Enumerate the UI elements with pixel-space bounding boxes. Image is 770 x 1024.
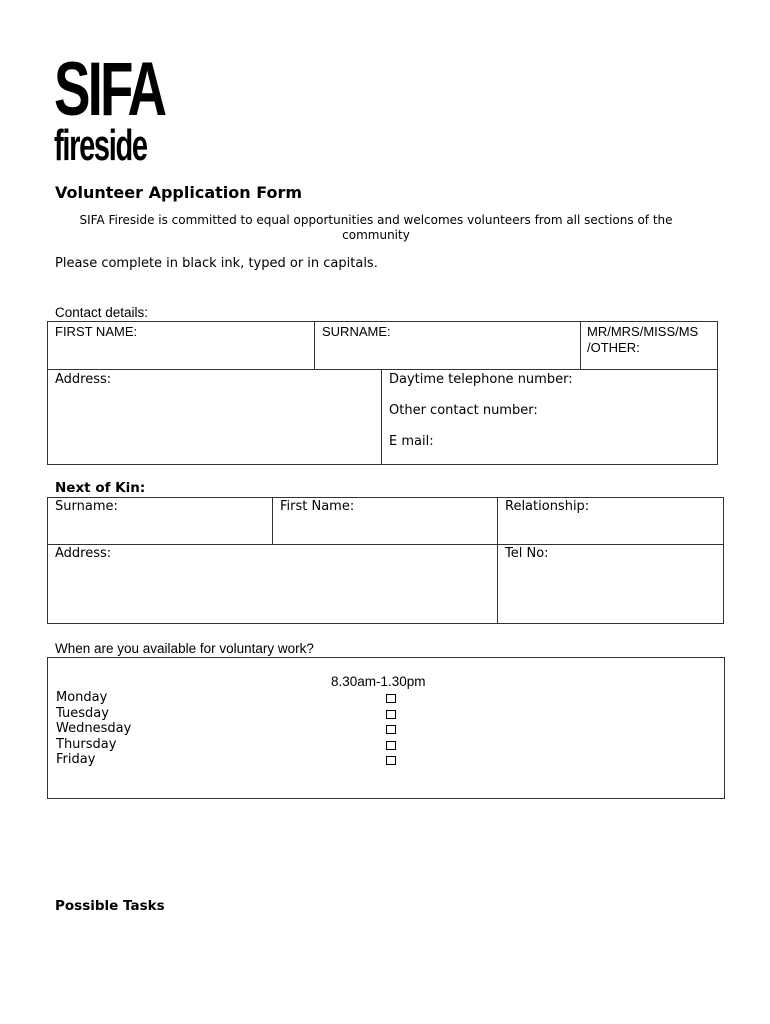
email-label: E mail: [389,434,434,449]
daytime-phone-label: Daytime telephone number: [389,372,573,387]
availability-box [47,657,725,799]
day-thursday: Thursday [56,737,117,752]
form-title: Volunteer Application Form [55,183,303,202]
day-monday: Monday [56,690,108,705]
title-label-line2: /OTHER: [587,340,640,355]
logo-fireside: fireside [54,121,147,170]
other-contact-label: Other contact number: [389,403,538,418]
surname-label: SURNAME: [322,324,391,339]
instruction-text: Please complete in black ink, typed or in capitals. [55,256,378,271]
kin-address-field[interactable] [48,545,498,624]
checkbox-friday[interactable] [386,756,396,765]
availability-question: When are you available for voluntary work? [55,641,314,656]
logo-sifa: SIFA [54,47,165,132]
kin-relationship-field[interactable] [498,498,724,545]
next-of-kin-heading: Next of Kin: [55,480,146,496]
checkbox-tuesday[interactable] [386,710,396,719]
first-name-field[interactable] [48,322,315,370]
day-friday: Friday [56,752,96,767]
checkbox-monday[interactable] [386,694,396,703]
kin-surname-label: Surname: [55,499,118,514]
intro-text: SIFA Fireside is committed to equal opportunities and welcomes volunteers from all sections of the community [79,213,673,242]
surname-field[interactable] [315,322,581,370]
kin-surname-field[interactable] [48,498,273,545]
checkbox-thursday[interactable] [386,741,396,750]
contact-details-heading: Contact details: [55,305,149,320]
kin-address-label: Address: [55,546,112,561]
day-wednesday: Wednesday [56,721,132,736]
contact-details-table [47,321,718,465]
title-label-line1: MR/MRS/MISS/MS [587,324,699,339]
time-slot-header: 8.30am-1.30pm [331,674,426,689]
contact-numbers-field[interactable] [382,370,718,465]
kin-first-name-label: First Name: [280,499,355,514]
kin-tel-label: Tel No: [505,546,549,561]
contact-address-field[interactable] [48,370,382,465]
checkbox-wednesday[interactable] [386,725,396,734]
kin-first-name-field[interactable] [273,498,498,545]
kin-tel-field[interactable] [498,545,724,624]
contact-address-label: Address: [55,372,112,387]
day-tuesday: Tuesday [56,706,109,721]
possible-tasks-heading: Possible Tasks [55,898,165,914]
next-of-kin-table [47,497,724,624]
title-field[interactable] [581,322,718,370]
kin-relationship-label: Relationship: [505,499,590,514]
first-name-label: FIRST NAME: [55,324,138,339]
